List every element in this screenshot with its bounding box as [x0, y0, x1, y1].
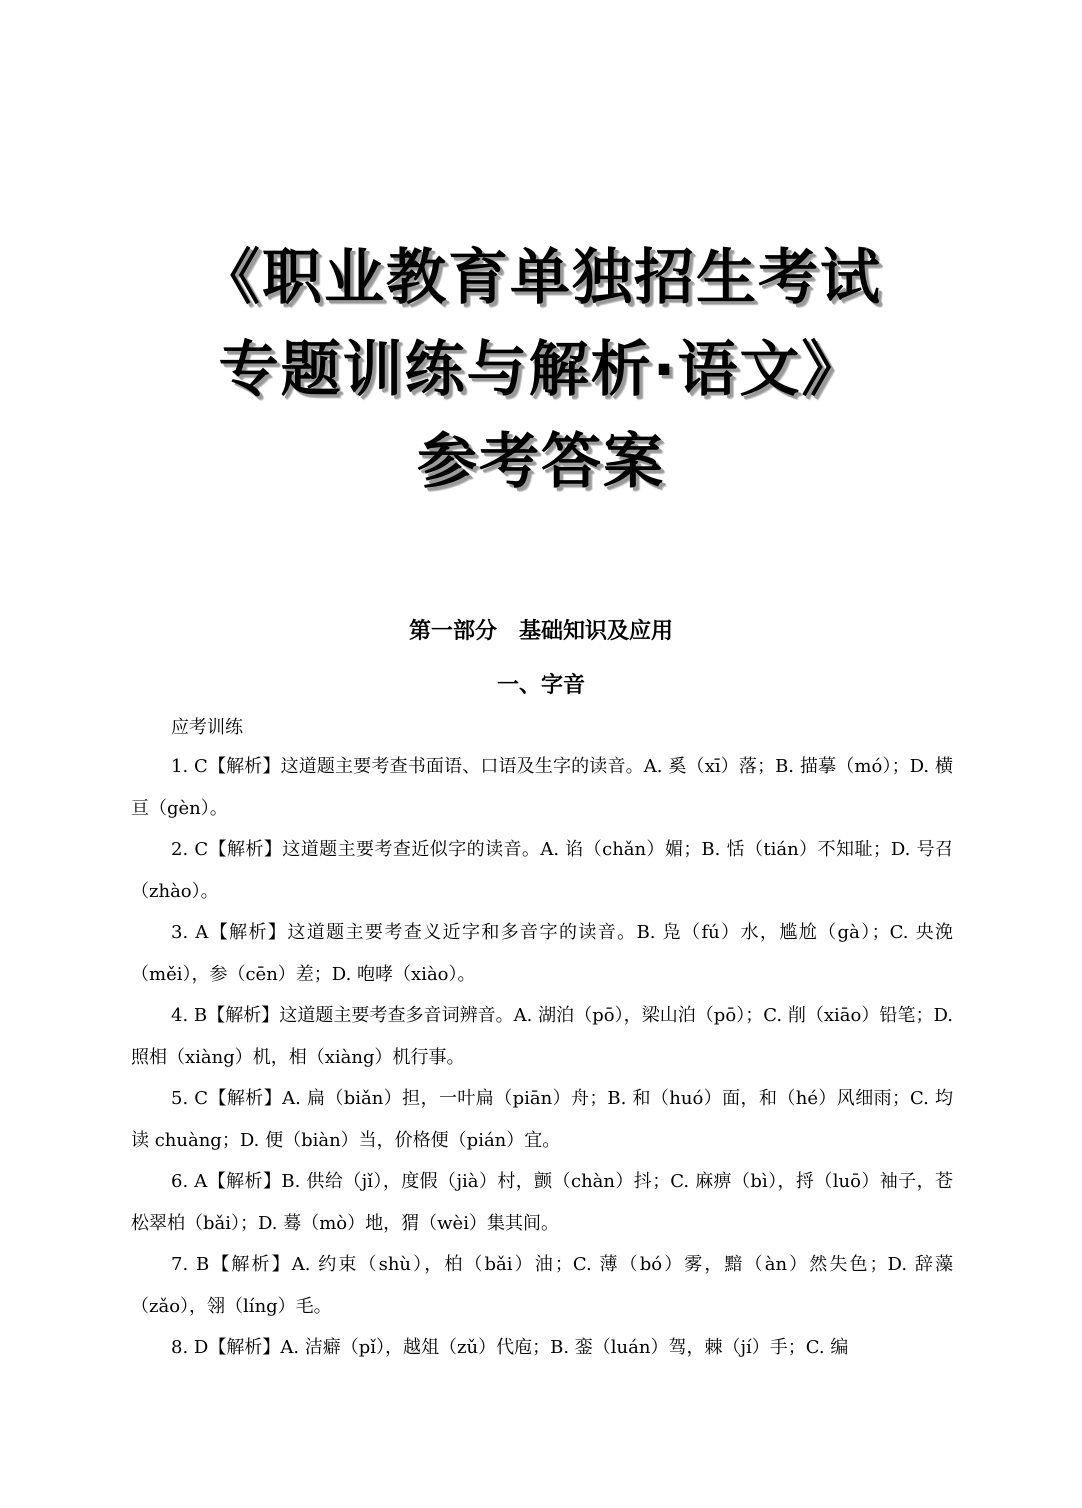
- answer-item: 7. B【解析】A. 约束（shù），柏（bǎi）油；C. 薄（bó）雾，黯（àn）然失色；D. 辞藻（zǎo），翎（líng）毛。: [131, 1254, 953, 1317]
- answer-item: 5. C【解析】A. 扁（biǎn）担，一叶扁（piān）舟；B. 和（huó）面，和（hé）风细雨；C. 均读 chuàng；D. 便（biàn）当，价格便（pián）宜。: [131, 1088, 953, 1151]
- answer-item: 1. C【解析】这道题主要考查书面语、口语及生字的读音。A. 奚（xī）落；B. 描摹（mó）；D. 横亘（gèn）。: [131, 756, 953, 819]
- answer-item: 6. A【解析】B. 供给（jǐ），度假（jià）村，颤（chàn）抖；C. 麻痹（bì），捋（luō）袖子，苍松翠柏（bǎi）；D. 蓦（mò）地，猬（wèi）集其间。: [131, 1171, 953, 1234]
- practice-subheading: 应考训练: [171, 717, 243, 738]
- part-heading: 第一部分 基础知识及应用: [408, 619, 673, 644]
- title-line-2: 专题训练与解析·语文》: [218, 335, 864, 405]
- title-line-1: 《职业教育单独招生考试: [200, 243, 882, 313]
- answer-list: [131, 746, 953, 1369]
- answer-item: 3. A【解析】这道题主要考查义近字和多音字的读音。B. 凫（fú）水，尴尬（gà）；C. 央浼（měi），参（cēn）差；D. 咆哮（xiào）。: [131, 922, 953, 985]
- answer-item: 2. C【解析】这道题主要考查近似字的读音。A. 谄（chǎn）媚；B. 恬（tián）不知耻；D. 号召（zhào）。: [131, 839, 953, 902]
- section-heading: 一、字音: [496, 673, 585, 698]
- answer-item: 8. D【解析】A. 洁癖（pǐ），越俎（zǔ）代庖；B. 銮（luán）驾，棘（jí）手；C. 编: [171, 1337, 849, 1358]
- document-title: [0, 232, 1082, 508]
- answer-item: 4. B【解析】这道题主要考查多音词辨音。A. 湖泊（pō），梁山泊（pō）；C. 削（xiāo）铅笔；D. 照相（xiàng）机，相（xiàng）机行事。: [131, 1005, 953, 1068]
- title-line-3: 参考答案: [417, 427, 665, 497]
